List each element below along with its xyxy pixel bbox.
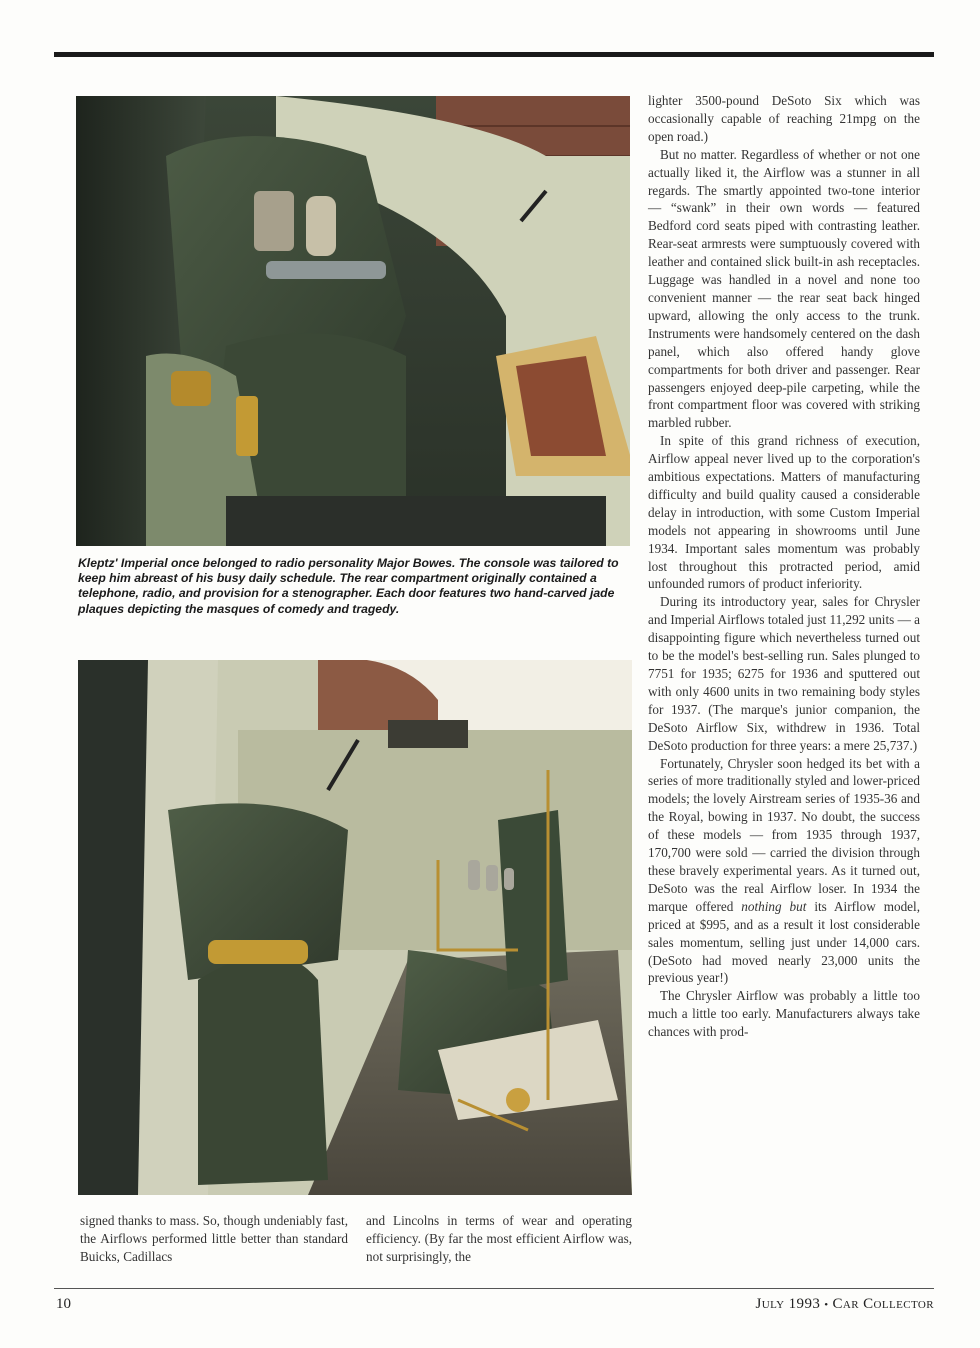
issue-date: July 1993 bbox=[755, 1296, 821, 1312]
paragraph: But no matter. Regardless of whether or not one actually liked it, the Airflow was a stunner in all regards. The smartly appointed two-tone interior — “swank” in their own words — featured Bedford cord seats piped with contrasting leather. Rear-seat armrests were sumptuously covered with leather and contained slick built-in ash receptacles. Luggage was handled in a novel and none too convenient manner — the rear seat back hinged upward, allowing the only access to the trunk. Instruments were handsomely centered on the dash panel, which also offered handy glove compartments for both driver and passenger. Rear passengers enjoyed deep-pile carpeting, while the front compartment floor was covered with striking marbled rubber. bbox=[648, 146, 920, 431]
paragraph: The Chrysler Airflow was probably a little too much a little too early. Manufacturers always take chances with prod- bbox=[648, 988, 920, 1040]
page-number: 10 bbox=[56, 1296, 71, 1312]
paragraph-text: Fortunately, Chrysler soon hedged its bet with a series of more traditionally styled and lower-priced models; the lovely Airstream series of 1935-36 and the Royal, bowing in 1937. No doubt, the success of these models — from 1935 through 1937, 170,700 were sold — carried the division through these bravely experimental years. As it turned out, DeSoto was the real Airflow loser. In 1934 the marque offered bbox=[648, 755, 920, 914]
article-column-bottom-middle bbox=[366, 1212, 632, 1266]
photo-rear-seat-console bbox=[76, 96, 630, 546]
bottom-rule bbox=[54, 1288, 934, 1289]
paragraph-with-emphasis bbox=[648, 755, 920, 988]
paragraph: and Lincolns in terms of wear and operating efficiency. (By far the most efficient Airflow was, not surprisingly, the bbox=[366, 1213, 632, 1264]
paragraph: During its introductory year, sales for Chrysler and Imperial Airflows totaled just 11,292 units — a disappointing figure which nevertheless turned out to be the model's best-selling run. Sales plunged to 7751 for 1935; 6275 for 1936 and sputtered out with only 4600 units in two remaining body styles for 1937. (The marque's junior companion, the DeSoto Airflow Six, withdrew in 1936. Total DeSoto production for three years: a mere 25,737.) bbox=[648, 594, 920, 753]
top-rule bbox=[54, 52, 934, 57]
bullet: • bbox=[824, 1299, 829, 1311]
article-column-bottom-left bbox=[80, 1212, 348, 1266]
article-column-right bbox=[648, 92, 920, 1041]
running-footer bbox=[756, 1296, 934, 1313]
paragraph: In spite of this grand richness of execution, Airflow appeal never lived up to the corporation's ambitious expectations. Matters of manufacturing difficulty and build quality caused a considerable delay in introduction, with some Custom Imperial models not appearing in showrooms until June 1934. Important sales momentum was probably lost throughout this protracted period, amid unfounded rumors of product inferiority. bbox=[648, 433, 920, 592]
magazine-name: Car Collector bbox=[832, 1296, 934, 1312]
paragraph: lighter 3500-pound DeSoto Six which was occasionally capable of reaching 21mpg on the open road.) bbox=[648, 93, 920, 144]
emphasis-text: nothing but bbox=[741, 898, 807, 914]
photo-caption: Kleptz' Imperial once belonged to radio personality Major Bowes. The console was tailored to keep him abreast of his busy daily schedule. The rear compartment originally contained a telephone, radio, and provision for a stenographer. Each door features two hand-carved jade plaques depicting the masques of comedy and tragedy. bbox=[78, 556, 619, 616]
paragraph: signed thanks to mass. So, though undeniably fast, the Airflows performed little better than standard Buicks, Cadillacs bbox=[80, 1213, 348, 1264]
photo-jump-seat bbox=[78, 660, 632, 1195]
paragraph-text: its Airflow model, priced at $995, and as a result it lost considerable sales momentum, selling just under 14,000 cars. (DeSoto had moved nearly 23,000 units the previous year!) bbox=[648, 898, 920, 986]
